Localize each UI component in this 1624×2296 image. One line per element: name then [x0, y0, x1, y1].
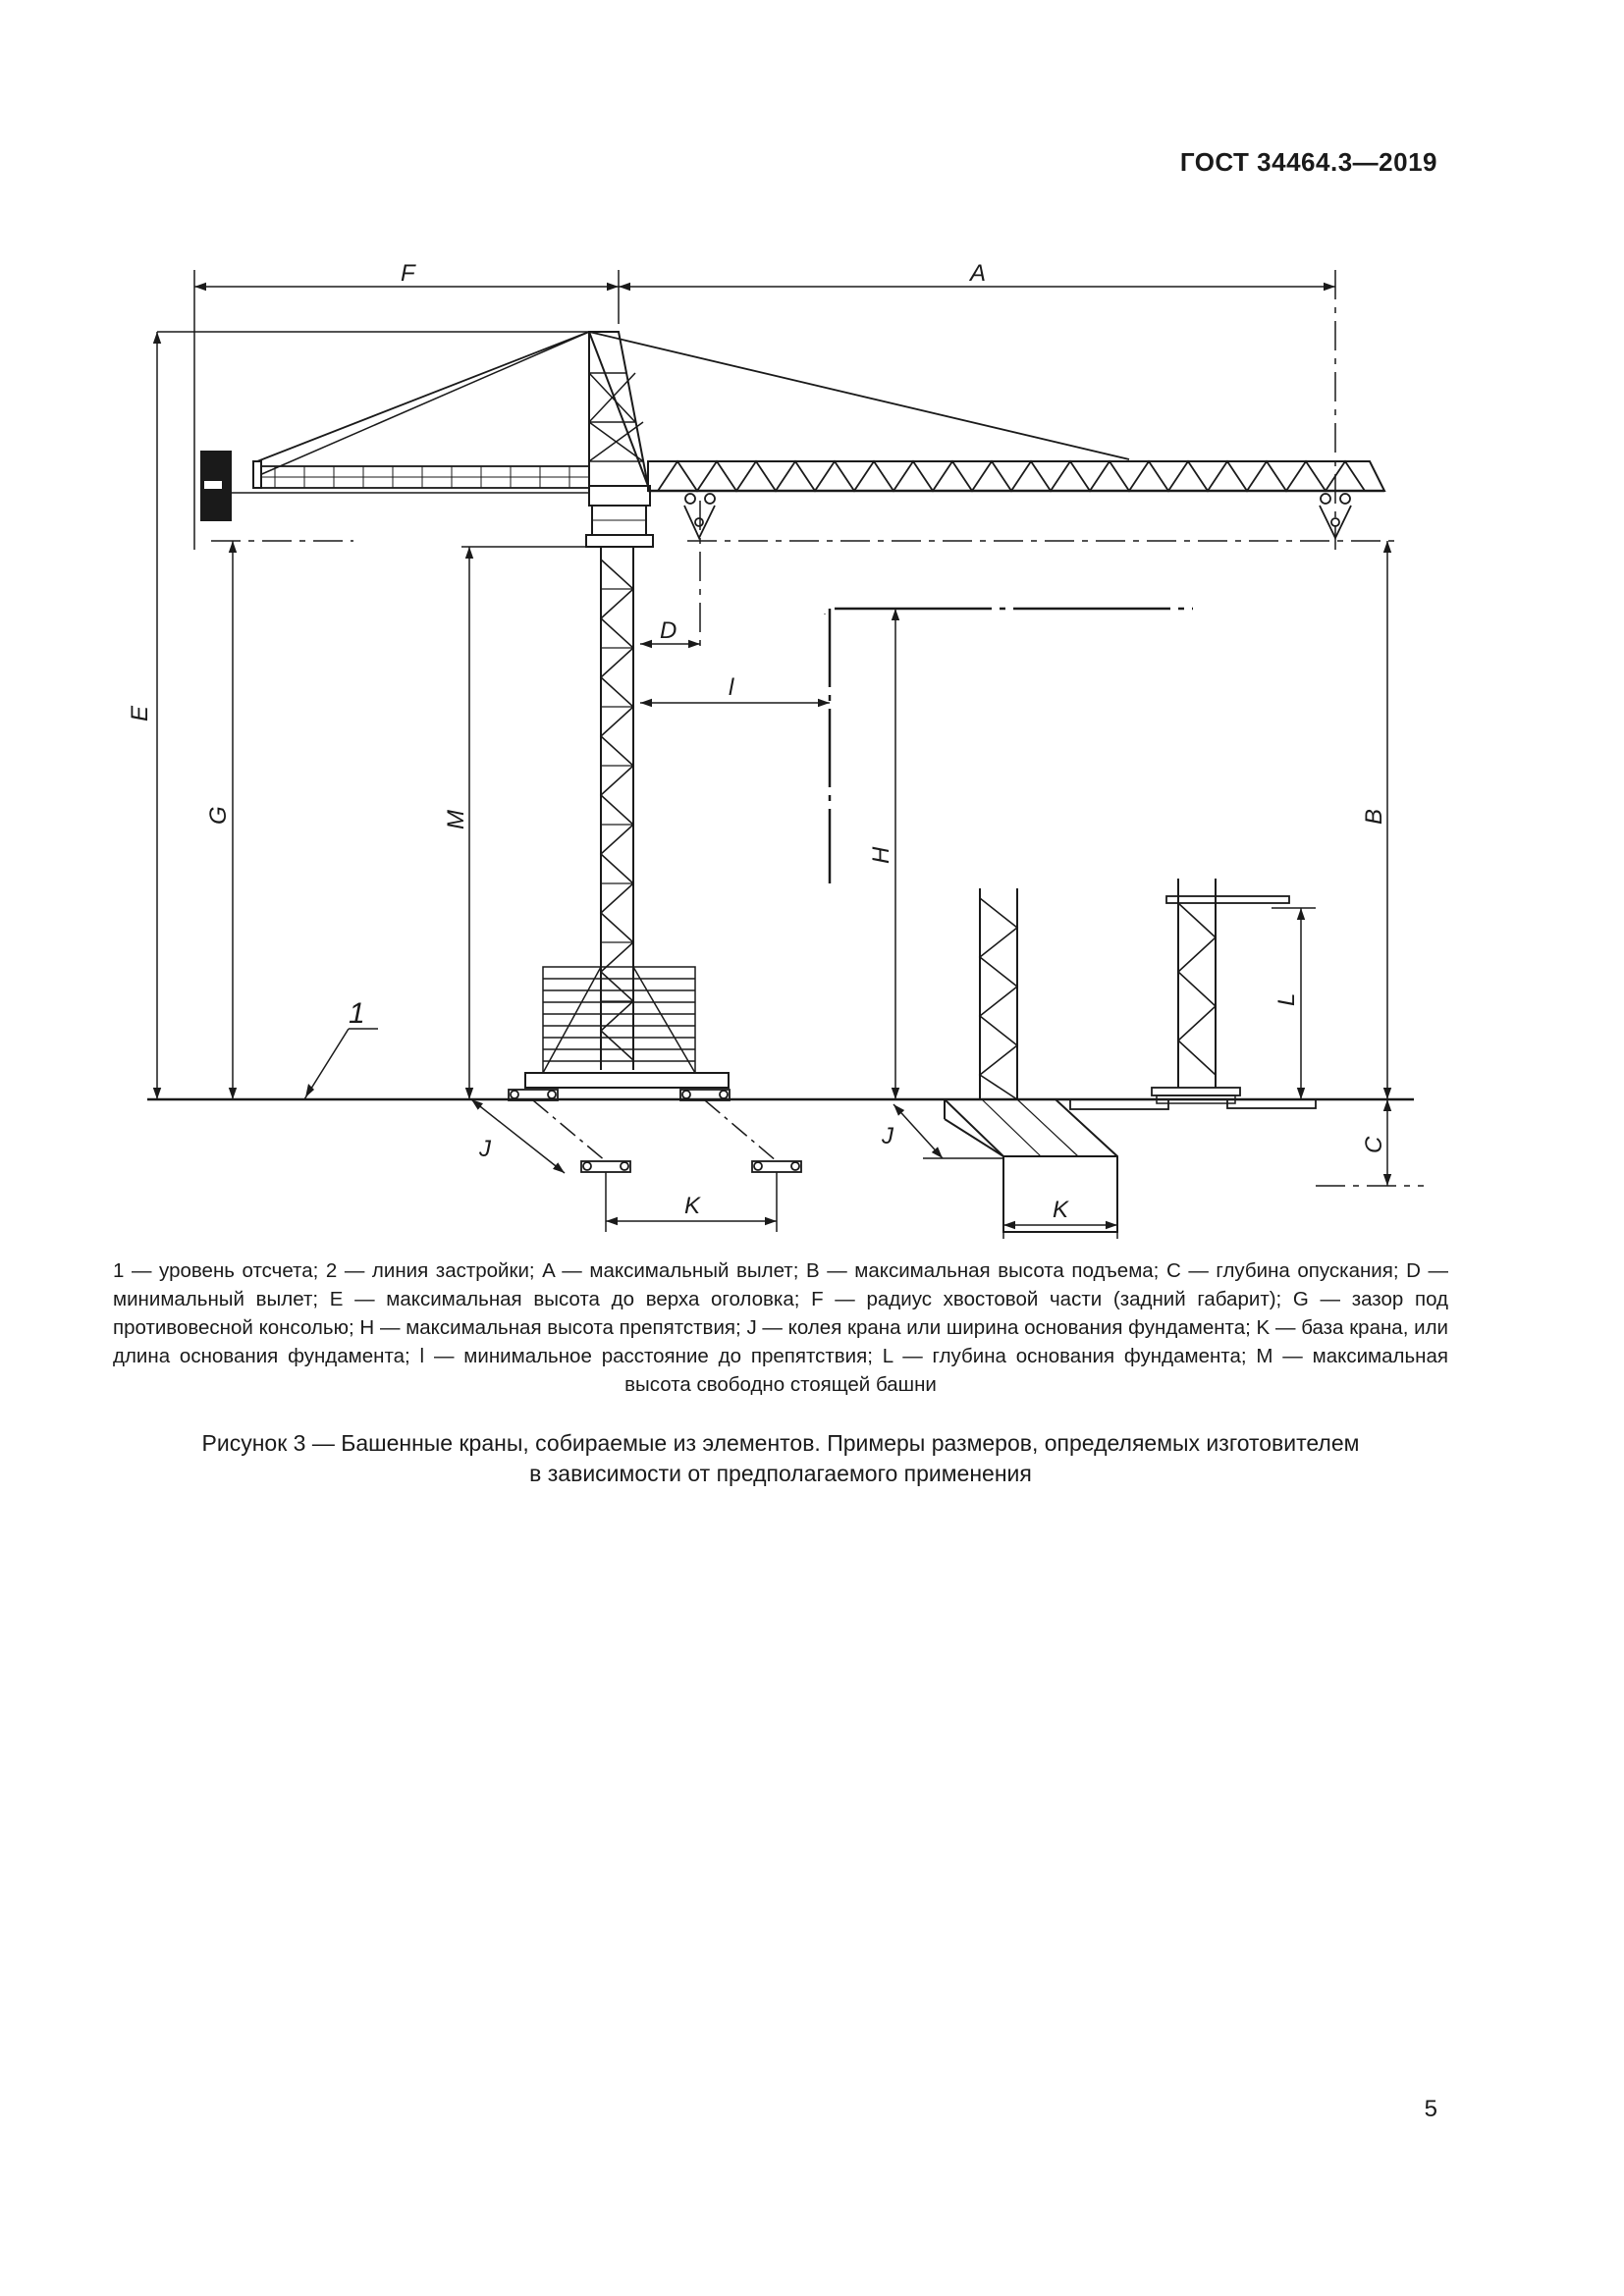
foundation-block	[945, 1099, 1117, 1232]
label-A: A	[970, 260, 987, 287]
label-F: F	[401, 260, 415, 287]
label-H: H	[868, 846, 894, 864]
label-ref-1: 1	[349, 997, 365, 1030]
dim-J-foundation	[893, 1104, 943, 1158]
label-J-crane: J	[479, 1136, 491, 1162]
bogies	[509, 1090, 801, 1172]
label-C: C	[1361, 1136, 1387, 1153]
caption-line-2: в зависимости от предполагаемого применения	[529, 1461, 1032, 1486]
caption-line-1: Рисунок 3 — Башенные краны, собираемые из элементов. Примеры размеров, определяемых изготовителем	[201, 1430, 1360, 1456]
label-E: E	[127, 705, 153, 721]
label-l: l	[729, 674, 734, 701]
ballast-blocks	[543, 967, 695, 1073]
standard-number: ГОСТ 34464.3—2019	[1179, 147, 1437, 177]
slewing-unit	[589, 486, 650, 506]
figure-caption	[113, 1428, 1448, 1489]
label-J-foundation: J	[882, 1123, 893, 1149]
label-G: G	[205, 806, 232, 825]
page-number: 5	[1424, 2096, 1437, 2122]
label-L: L	[1273, 992, 1300, 1006]
figure-legend: 1 — уровень отсчета; 2 — линия застройки; A — максимальный вылет; B — максимальная высота подъема; C — глубина опускания; D — минимальный вылет; E — максимальная высота до верха оголовка; F — радиус хвостовой части (задний габарит); G — зазор под противовесной консолью; H — максимальная высота препятствия; J — колея крана или ширина основания фундамента; K — база крана, или длина основания фундамента; l — минимальное расстояние до препятствия; L — глубина основания фундамента; M — максимальная высота свободно стоящей башни	[113, 1259, 1448, 1396]
label-D: D	[660, 617, 677, 644]
label-K-crane: K	[684, 1193, 701, 1219]
label-K-foundation: K	[1053, 1197, 1069, 1223]
tower-mast	[601, 547, 633, 1070]
foundation-mast	[980, 888, 1017, 1099]
base-frame	[525, 1073, 729, 1088]
label-B: B	[1361, 808, 1387, 825]
label-M: M	[443, 810, 469, 829]
